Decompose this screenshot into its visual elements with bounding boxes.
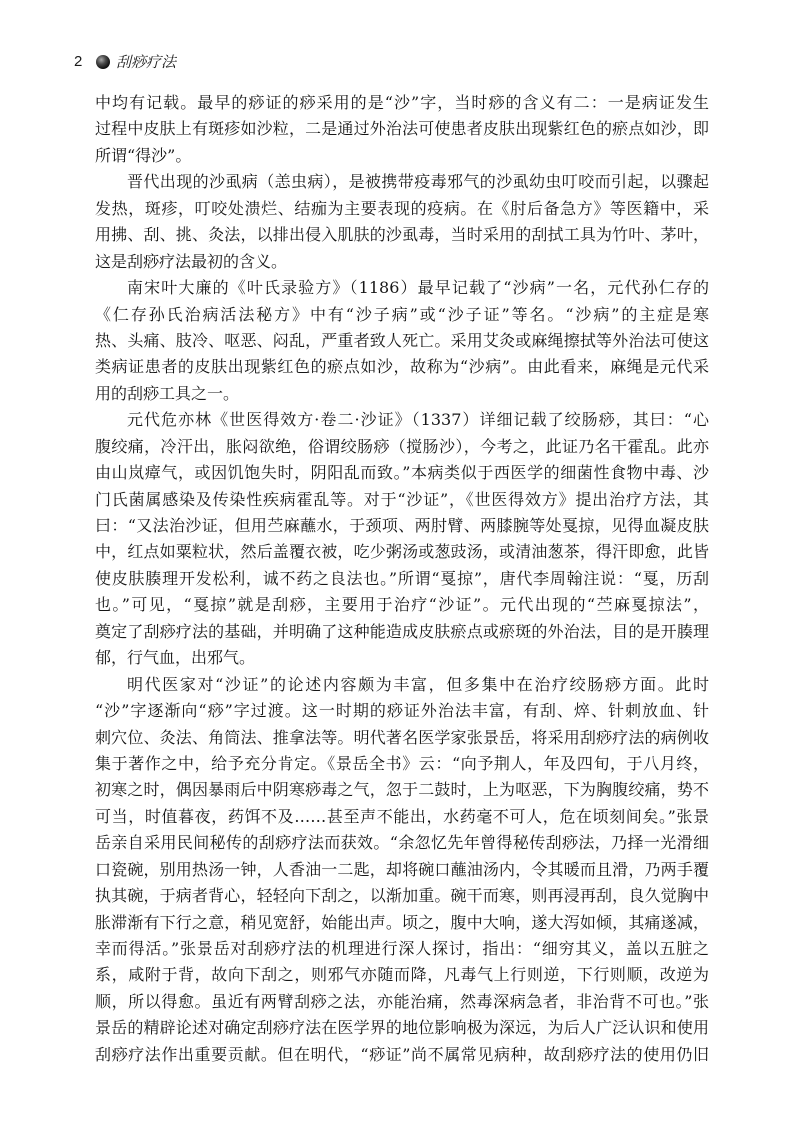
body-text-line: 也。”可见，“戛掠”就是刮痧，主要用于治疗“沙证”。元代出现的“苎麻戛掠法”， bbox=[95, 595, 709, 615]
body-text-line: 热、头痛、肢冷、呕恶、闷乱，严重者致人死亡。采用艾灸或麻绳擦拭等外治法可使这 bbox=[95, 330, 709, 350]
body-text-line: 岳亲自采用民间秘传的刮痧疗法而获效。“余忽忆先年曾得秘传刮痧法，乃择一光滑细 bbox=[95, 833, 709, 853]
body-text-line: 初寒之时，偶因暴雨后中阴寒痧毒之气，忽于二鼓时，上为呕恶，下为胸腹绞痛，势不 bbox=[95, 780, 709, 800]
body-text-line: 中，红点如粟粒状，然后盖覆衣被，吃少粥汤或葱豉汤，或清油葱茶，得汗即愈，此皆 bbox=[95, 542, 709, 562]
body-text-line: 发热，斑疹，叮咬处溃烂、结痂为主要表现的疫病。在《肘后备急方》等医籍中，采 bbox=[95, 198, 709, 218]
body-text-line: 曰：“又法治沙证，但用苎麻蘸水，于颈项、两肘臂、两膝腕等处戛掠，见得血凝皮肤 bbox=[95, 516, 709, 535]
body-text-line: 由山岚瘴气，或因饥饱失时，阴阳乱而致。”本病类似于西医学的细菌性食物中毒、沙 bbox=[95, 463, 709, 483]
body-text-line: 明代医家对“沙证”的论述内容颇为丰富，但多集中在治疗绞肠痧方面。此时 bbox=[127, 674, 709, 694]
body-text-line: 晋代出现的沙虱病（恙虫病），是被携带疫毒邪气的沙虱幼虫叮咬而引起，以骤起 bbox=[127, 172, 709, 192]
body-text-line: 使皮肤腠理开发松利，诚不药之良法也。”所谓“戛掠”，唐代李周翰注说：“戛，历刮 bbox=[95, 568, 709, 588]
body-text-line: 腹绞痛，冷汗出，胀闷欲绝，俗谓绞肠痧（搅肠沙），今考之，此证乃名干霍乱。此亦 bbox=[95, 436, 709, 456]
body-text-line: 奠定了刮痧疗法的基础，并明确了这种能造成皮肤瘀点或瘀斑的外治法，目的是开腠理 bbox=[95, 621, 709, 641]
body-text-line: 幸而得活。”张景岳对刮痧疗法的机理进行深人探讨，指出：“细穷其义，盖以五脏之 bbox=[95, 939, 709, 958]
paragraph bbox=[95, 169, 709, 275]
body-text-line: “沙”字逐渐向“痧”字过渡。这一时期的痧证外治法丰富，有刮、焠、针刺放血、针 bbox=[95, 701, 709, 721]
body-text-line: 景岳的精辟论述对确定刮痧疗法在医学界的地位影响极为深远，为后人广泛认识和使用 bbox=[95, 1018, 709, 1038]
body-text-line: 中均有记载。最早的痧证的痧采用的是“沙”字，当时痧的含义有二：一是病证发生 bbox=[95, 93, 709, 112]
sphere-ornament-icon bbox=[96, 55, 110, 69]
body-text-line: 过程中皮肤上有斑疹如沙粒，二是通过外治法可使患者皮肤出现紫红色的瘀点如沙，即 bbox=[95, 119, 709, 139]
body-text-line: 刮痧疗法作出重要贡献。但在明代，“痧证”尚不属常见病种，故刮痧疗法的使用仍旧 bbox=[95, 1044, 709, 1064]
body-text-line: 这是刮痧疗法最初的含义。 bbox=[95, 251, 288, 271]
body-text-line: 郁，行气血，出邪气。 bbox=[95, 648, 256, 668]
page-number: 2 bbox=[74, 53, 83, 70]
body-text-line: 《仁存孙氏治病活法秘方》中有“沙子病”或“沙子证”等名。“沙病”的主症是寒 bbox=[95, 304, 709, 324]
body-text-line: 系，咸附于背，故向下刮之，则邪气亦随而降，凡毒气上行则逆，下行则顺，改逆为 bbox=[95, 965, 709, 985]
body-text-line: 可当，时值暮夜，药饵不及……甚至声不能出，水药毫不可人，危在顷刻间矣。”张景 bbox=[95, 806, 709, 826]
body-text-line: 门氏菌属感染及传染性疾病霍乱等。对于“沙证”，《世医得效方》提出治疗方法，其 bbox=[95, 489, 709, 509]
body-text-line: 口瓷碗，别用热汤一钟，人香油一二匙，却将碗口蘸油汤内，令其暖而且滑，乃两手覆 bbox=[95, 859, 709, 879]
body-text-line: 所谓“得沙”。 bbox=[95, 145, 192, 165]
body-text-line: 用拂、刮、挑、灸法，以排出侵入肌肤的沙虱毒，当时采用的刮拭工具为竹叶、茅叶， bbox=[95, 225, 709, 245]
paragraph bbox=[95, 407, 709, 671]
body-text-line: 胀滞渐有下行之意，稍见宽舒，始能出声。顷之，腹中大响，遂大泻如倾，其痛遂减， bbox=[95, 912, 709, 932]
body-text-line: 刺穴位、灸法、角筒法、推拿法等。明代著名医学家张景岳，将采用刮痧疗法的病例收 bbox=[95, 727, 709, 747]
body-text-line: 元代危亦林《世医得效方·卷二·沙证》（1337）详细记载了绞肠痧，其曰：“心 bbox=[127, 410, 709, 430]
body-text-line: 集于著作之中，给予充分肯定。《景岳全书》云：“向予荆人，年及四旬，于八月终， bbox=[95, 753, 709, 773]
body-text bbox=[95, 90, 709, 1068]
body-text-line: 类病证患者的皮肤出现紫红色的瘀点如沙，故称为“沙病”。由此看来，麻绳是元代采 bbox=[95, 357, 709, 377]
paragraph bbox=[95, 275, 709, 407]
paragraph bbox=[95, 672, 709, 1069]
running-title: 刮痧疗法 bbox=[116, 53, 177, 71]
running-header bbox=[74, 51, 176, 73]
paragraph bbox=[95, 90, 709, 169]
body-text-line: 南宋叶大廉的《叶氏录验方》（1186）最早记载了“沙病”一名，元代孙仁存的 bbox=[127, 278, 709, 298]
body-text-line: 顺，所以得愈。虽近有两臂刮痧之法，亦能治痛，然毒深病急者，非治背不可也。”张 bbox=[95, 991, 709, 1011]
body-text-line: 用的刮痧工具之一。 bbox=[95, 383, 240, 403]
body-text-line: 执其碗，于病者背心，轻轻向下刮之，以渐加重。碗干而寒，则再浸再刮，良久觉胸中 bbox=[95, 886, 709, 906]
